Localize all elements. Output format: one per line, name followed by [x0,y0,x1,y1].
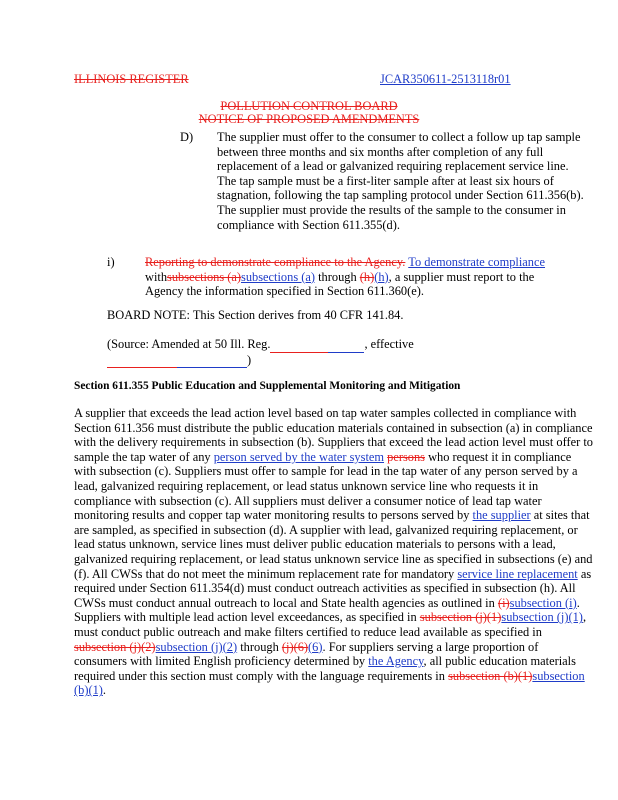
header-block [0,100,618,126]
register-title-text: ILLINOIS REGISTER [74,72,189,86]
body-del-f: subsection (b)(1) [448,668,533,683]
item-i-with: with [145,269,168,284]
item-i-del1: subsections (a) [167,269,242,284]
body-s1-tail: who request it in compliance with subsection (c). Suppliers must offer to sample for lead in the tap water of any person served by a lead, galvanized requiring replacement, or lead status unknown service line who requests it in compliance with subsection (c). All suppliers must deliver a consumer notice of lead tap water monitoring results and copper tap water monitoring results to persons served by [74,449,578,523]
body-close: . [102,683,107,698]
body-del-a: (i) [497,595,510,610]
item-i-ins3: (h) [374,269,389,284]
body-s1-del: persons [387,449,425,464]
body-ins-f: subsection (b)(1) [74,668,585,698]
item-i-del2: (h) [359,269,375,284]
item-i-tail: , a supplier must report to the [388,269,535,284]
source-open: (Source: Amended at 50 Ill. Reg. [107,337,271,351]
body-s7: , all public education materials required under this section must comply with the language requirements in [74,654,576,683]
item-i-agency: Agency [145,284,184,299]
body-s2-ins: the supplier [472,508,531,523]
notice-title: NOTICE OF PROPOSED AMENDMENTS [198,112,420,126]
item-d-text: The supplier must offer to the consumer to collect a follow up tap sample between three months and six months after completion of any full replacement of a lead or galvanized requiring replacement service line. The tap sample must be a first-liter sample after at least six hours of stagnation, following the tap sampling protocol under Section 611.356(b). The supplier must provide the results of the sample to the consumer in compliance with Section 611.355(d). [217,130,584,232]
body-del-c: subsection (j)(2) [74,639,156,654]
body-s3-tail: as required under Section 611.354(d) must conduct outreach activities as specified in subsection (h). All CWSs must conduct annual outreach to local and State health agencies as outlined in [74,566,592,610]
body-del-b: subsection (j)(1) [419,610,502,625]
source-close: ) [247,352,252,367]
document-id [380,72,511,87]
item-i-through: through [318,269,357,284]
board-note: BOARD NOTE: This Section derives from 40 CFR 141.84. [107,308,404,322]
item-i-ins1: To demonstrate compliance [408,255,546,269]
item-i-agency-tail: the information specified in Section 611.360(e). [186,284,424,299]
source-effective: , effective [364,337,414,351]
body-s3-ins: service line replacement [457,566,578,581]
source-date-blank-red [107,353,177,369]
item-i-lead: Reporting to demonstrate compliance to the Agency. [145,255,406,269]
source-note [107,337,527,368]
section-heading: Section 611.355 Public Education and Supplemental Monitoring and Mitigation [74,380,461,392]
body-ins-d: (6) [308,639,323,654]
source-blank-blue [328,337,364,353]
item-i-text [145,255,585,299]
section-body [74,406,594,698]
source-blank-red [270,337,328,353]
body-del-d: (j)(6) [281,639,309,654]
source-date-blank-blue [177,353,247,369]
body-ins-a: subsection (i) [509,595,577,610]
item-d-label: D) [180,130,194,144]
body-s2-tail: at sites that are sampled, as specified in subsection (d). A supplier with lead, galvanized requiring replacement, or lead status unknown, service lines must deliver public education materials to persons with a lead, galvanized requiring replacement, or lead status unknown service line as specified in subsections (e) and (f). All CWSs that do not meet the minimum replacement rate for mandatory [74,508,593,581]
body-ins-b: subsection (j)(1) [501,610,583,625]
item-i-label: i) [107,255,115,269]
document-id-text: JCAR350611-2513118r01 [380,72,511,86]
body-ins-e: the Agency [368,654,424,669]
body-s1-ins: person served by the water system [213,449,385,464]
item-i-ins2: subsections (a) [241,269,315,284]
body-s1: A supplier that exceeds the lead action level based on tap water samples collected in compliance with Section 611.356 must distribute the public education materials contained in subsection (a) in compliance with the delivery requirements in subsection (b). Suppliers that exceed the lead action level must offer to sample the tap water of any [74,406,593,464]
board-name: POLLUTION CONTROL BOARD [220,99,398,113]
register-title [74,72,189,87]
body-s6: . For suppliers serving a large proportion of consumers with limited English proficiency determined by [74,639,539,669]
body-s4: . Suppliers with multiple lead action level exceedances, as specified in [74,595,580,625]
body-s5: , must conduct public outreach and make filters certified to reduce lead available as specified in [74,610,587,639]
body-through: through [240,639,279,654]
body-ins-c: subsection (j)(2) [155,639,238,654]
